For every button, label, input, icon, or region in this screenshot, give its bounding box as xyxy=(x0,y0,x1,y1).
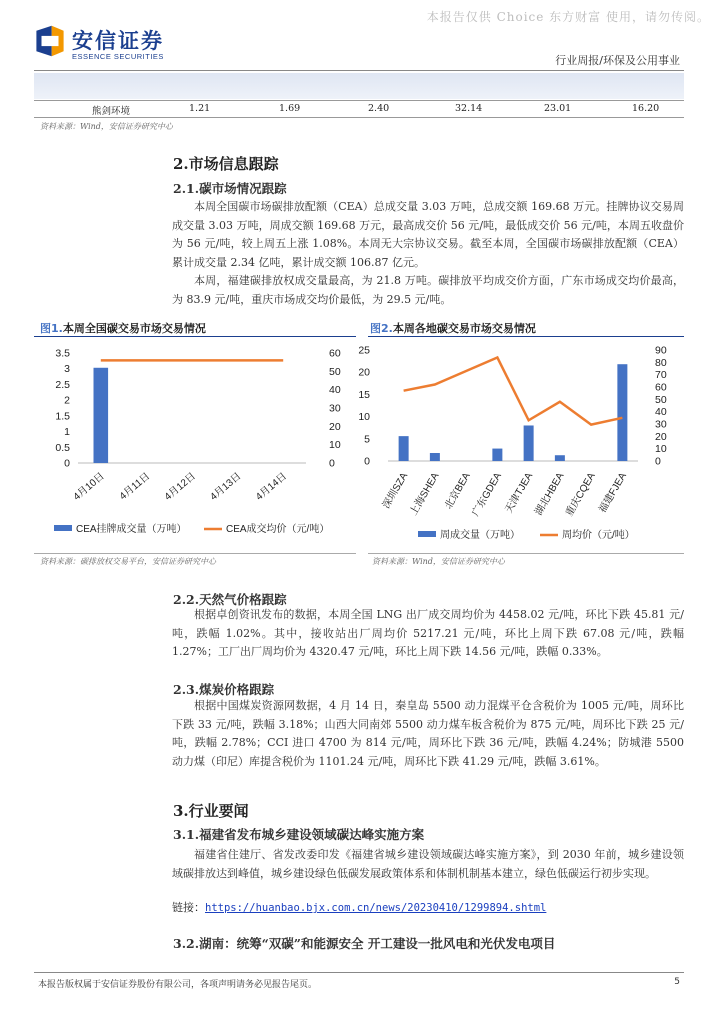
figure-number: 图1. xyxy=(40,322,63,335)
table-cell: 23.01 xyxy=(544,103,572,114)
y-left-tick-label: 2.5 xyxy=(55,378,70,391)
bar xyxy=(94,368,109,463)
y-right-tick-label: 0 xyxy=(329,457,335,470)
report-type: 行业周报/环保及公用事业 xyxy=(555,54,680,67)
paragraph-text: 福建省住建厅、省发改委印发《福建省城乡建设领域碳达峰实施方案》，到 2030 年前，城乡建设领域碳排放达到峰值，城乡建设绿色低碳发展政策体系和体制机制基本建立，绿色低碳运行初步实现。 xyxy=(172,848,684,880)
y-right-tick-label: 20 xyxy=(329,420,341,433)
y-left-tick-label: 15 xyxy=(358,388,370,401)
x-tick-label: 福建FJEA xyxy=(597,471,629,515)
y-right-tick-label: 50 xyxy=(655,393,667,406)
table-cell: 1.21 xyxy=(189,103,211,114)
y-right-tick-label: 90 xyxy=(655,344,667,357)
y-right-tick-label: 10 xyxy=(329,439,341,452)
x-tick-label: 广东GDEA xyxy=(470,471,504,519)
y-right-tick-label: 50 xyxy=(329,365,341,378)
y-right-tick-label: 40 xyxy=(329,384,341,397)
x-tick-label: 4月13日 xyxy=(208,470,244,503)
x-tick-label: 4月14日 xyxy=(253,470,290,503)
y-left-tick-label: 0 xyxy=(64,457,70,470)
y-left-tick-label: 5 xyxy=(364,433,370,446)
table-cell: 1.69 xyxy=(279,103,301,114)
paragraph xyxy=(172,606,684,662)
y-right-tick-label: 30 xyxy=(329,402,341,415)
subsection-title: 3.1.福建省发布城乡建设领域碳达峰实施方案 xyxy=(173,827,425,842)
y-left-tick-label: 2 xyxy=(64,394,70,407)
source-note: 资料来源：碳排放权交易平台，安信证券研究中心 xyxy=(40,557,216,566)
link-row xyxy=(172,899,546,915)
bar xyxy=(524,425,534,461)
legend-label: CEA挂牌成交量（万吨） xyxy=(76,524,187,535)
figure-rule xyxy=(34,336,356,337)
y-left-tick-label: 0 xyxy=(364,455,370,468)
subsection-title: 3.2.湖南：统筹“双碳”和能源安全 开工建设一批风电和光伏发电项目 xyxy=(173,936,556,951)
x-tick-label: 北京BEA xyxy=(443,471,473,512)
bar xyxy=(617,364,627,461)
news-link[interactable]: https://huanbao.bjx.com.cn/news/20230410/1299894.shtml xyxy=(205,902,547,914)
paragraph-text: 根据卓创资讯发布的数据，本周全国 LNG 出厂成交周均价为 4458.02 元/吨，环比下跌 45.81 元/吨，跌幅 1.02%。其中，接收站出厂周均价 5217.21 元/吨，环比上周下跌 67.08 元/吨，跌幅 1.27%；工厂出厂周均价为 4320.47 元/吨，环比上周下跌 14.56 元/吨，跌幅 0.33%。 xyxy=(172,608,684,658)
figure-title xyxy=(370,320,536,336)
logo-subtext: ESSENCE SECURITIES xyxy=(72,52,164,61)
paragraph-text: 根据中国煤炭资源网数据，4 月 14 日，秦皇岛 5500 动力混煤平仓含税价为 1005 元/吨，周环比下跌 33 元/吨，跌幅 3.18%；山西大同南郊 5500 动力煤车板含税价为 875 元/吨，周环比下跌 25 元/吨，跌幅 2.78%；CCI 进口 4700 为 814 元/吨，周环比下跌 36 元/吨，跌幅 4.24%；防城港 5500 动力煤（印尼）库提含税价为 1101.24 元/吨，周环比下跌 41.29 元/吨，跌幅 3.61%。 xyxy=(172,699,684,768)
x-tick-label: 4月11日 xyxy=(117,470,153,503)
y-right-tick-label: 20 xyxy=(655,430,667,443)
x-tick-label: 4月10日 xyxy=(71,470,107,503)
table-cell: 2.40 xyxy=(368,103,390,114)
figure-rule xyxy=(34,553,356,554)
x-tick-label: 深圳SZA xyxy=(380,471,411,511)
series-line xyxy=(404,358,623,425)
table-cell: 32.14 xyxy=(455,103,483,114)
y-left-tick-label: 1 xyxy=(64,426,70,439)
chart-national-carbon xyxy=(34,340,356,550)
watermark: 本报告仅供 Choice 东方财富 使用，请勿传阅。 xyxy=(426,10,710,24)
figure-number: 图2. xyxy=(370,322,393,335)
section-title: 2.市场信息跟踪 xyxy=(173,155,279,173)
source-note: 资料来源：Wind，安信证券研究中心 xyxy=(40,122,173,131)
paragraph-text: 本周全国碳市场碳排放配额（CEA）总成交量 3.03 万吨，总成交额 169.68 万元。挂牌协议交易周成交量 3.03 万吨，周成交额 169.68 万元，最高成交价 56 元/吨，最低成交价 56 元/吨，本周五收盘价为 56 元/吨，较上周五上涨 1.08%。本周无大宗协议交易。截至本周，全国碳市场碳排放配额（CEA）累计成交量 2.34 亿吨，累计成交额 106.87 亿元。 xyxy=(172,200,684,269)
bar xyxy=(399,436,409,461)
paragraph xyxy=(172,198,684,309)
bar xyxy=(430,453,440,461)
x-tick-label: 上海SHEA xyxy=(408,471,442,518)
legend-label: 周成交量（万吨） xyxy=(440,530,520,541)
legend-bar-swatch xyxy=(418,531,436,537)
logo-icon xyxy=(33,24,67,58)
y-right-tick-label: 0 xyxy=(655,455,661,468)
subsection-title: 2.3.煤炭价格跟踪 xyxy=(173,682,275,697)
legend-label: 周均价（元/吨） xyxy=(562,530,635,541)
y-left-tick-label: 1.5 xyxy=(55,410,70,423)
legend-bar-swatch xyxy=(54,525,72,531)
link-label: 链接： xyxy=(172,901,205,914)
x-tick-label: 湖北HBEA xyxy=(533,471,567,518)
legend-label: CEA成交均价（元/吨） xyxy=(226,524,330,535)
source-note: 资料来源：Wind，安信证券研究中心 xyxy=(372,557,505,566)
y-right-tick-label: 60 xyxy=(655,381,667,394)
y-left-tick-label: 10 xyxy=(358,411,370,424)
header-divider xyxy=(34,70,684,71)
footer-text: 本报告版权属于安信证券股份有限公司，各项声明请务必见报告尾页。 xyxy=(38,980,318,990)
figure-rule xyxy=(368,553,684,554)
paragraph xyxy=(172,697,684,771)
chart-regional-carbon xyxy=(358,340,684,550)
subsection-title: 2.1.碳市场情况跟踪 xyxy=(173,181,287,196)
y-right-tick-label: 60 xyxy=(329,347,341,360)
x-tick-label: 重庆CQEA xyxy=(564,471,598,519)
bar xyxy=(492,449,502,461)
subsection-title: 2.2.天然气价格跟踪 xyxy=(173,592,287,607)
header-band xyxy=(34,73,684,99)
paragraph xyxy=(172,846,684,883)
y-left-tick-label: 20 xyxy=(358,366,370,379)
paragraph-text: 本周，福建碳排放权成交量最高，为 21.8 万吨。碳排放平均成交价方面，广东市场成交均价最高，为 83.9 元/吨，重庆市场成交均价最低，为 29.5 元/吨。 xyxy=(172,274,684,306)
x-tick-label: 天津TJEA xyxy=(503,471,536,515)
y-right-tick-label: 40 xyxy=(655,406,667,419)
logo-text: 安信证券 xyxy=(72,29,164,53)
page-number: 5 xyxy=(674,977,680,987)
section-title: 3.行业要闻 xyxy=(173,802,249,820)
y-right-tick-label: 30 xyxy=(655,418,667,431)
table-row xyxy=(34,100,684,118)
bar xyxy=(555,455,565,461)
y-left-tick-label: 25 xyxy=(358,344,370,357)
figure-caption: 本周各地碳交易市场交易情况 xyxy=(392,322,536,335)
table-cell: 16.20 xyxy=(632,103,660,114)
y-left-tick-label: 3.5 xyxy=(55,347,70,360)
figure-title xyxy=(40,320,206,336)
y-left-tick-label: 3 xyxy=(64,363,70,376)
figure-caption: 本周全国碳交易市场交易情况 xyxy=(62,322,206,335)
y-right-tick-label: 10 xyxy=(655,443,667,456)
y-left-tick-label: 0.5 xyxy=(55,441,70,454)
table-cell-label: 熊剑环境 xyxy=(92,106,131,117)
footer-divider xyxy=(34,972,684,973)
y-right-tick-label: 80 xyxy=(655,356,667,369)
x-tick-label: 4月12日 xyxy=(162,470,198,503)
figure-rule xyxy=(368,336,684,337)
y-right-tick-label: 70 xyxy=(655,369,667,382)
